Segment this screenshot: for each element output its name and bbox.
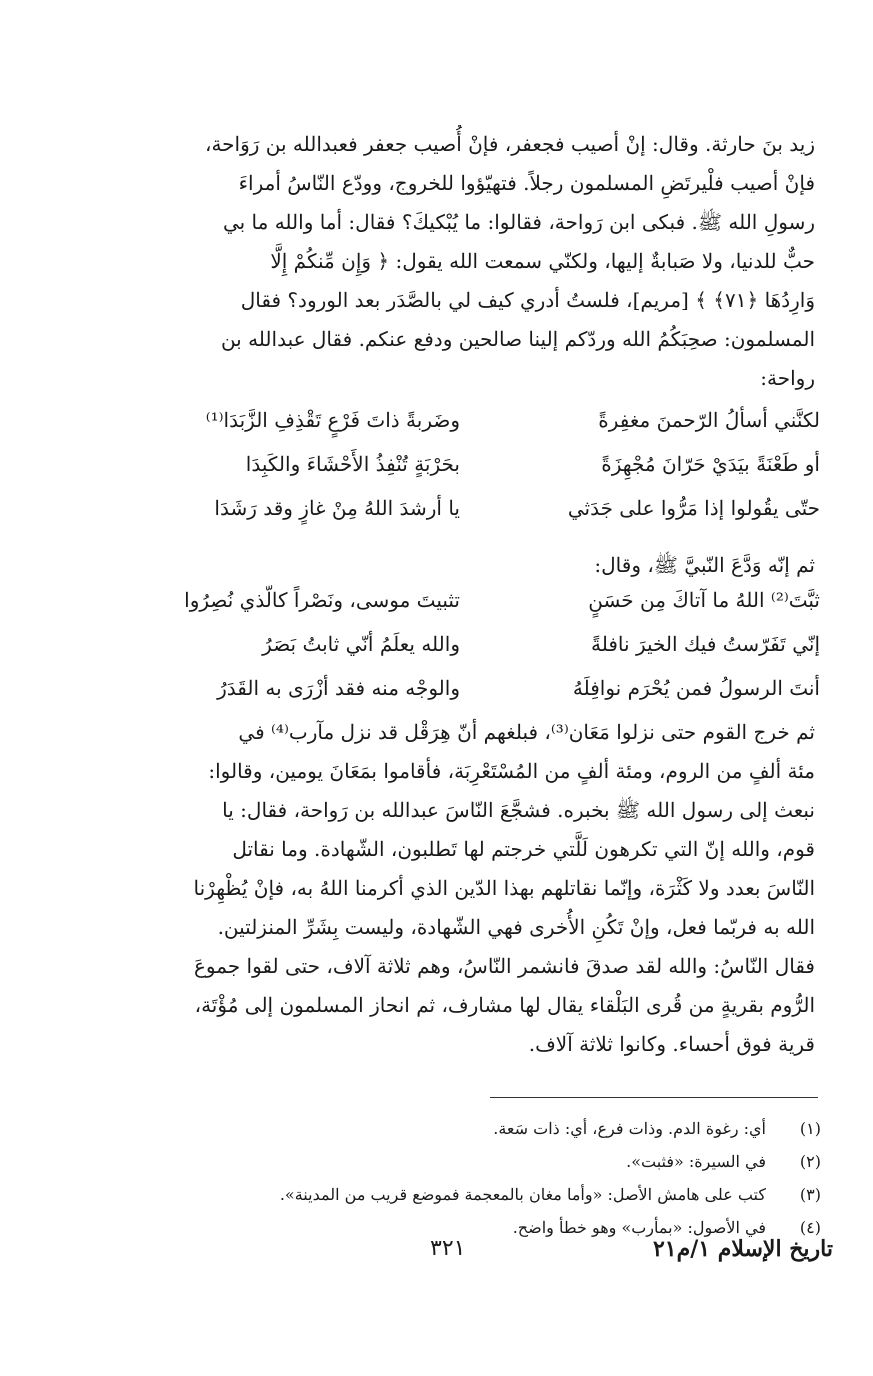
- verse-row: [100, 632, 820, 676]
- hemistich-second: وضَربةً ذاتَ فَرْعٍ تَقْذِفِ الزَّبَدَا⁽¹⁾: [205, 408, 460, 432]
- hemistich-second: يا أرشدَ اللهُ مِنْ غازٍ وقد رَشَدَا: [214, 496, 460, 520]
- footnote-number: (٢): [799, 1152, 821, 1171]
- text-line: رواحة:: [760, 366, 815, 390]
- hemistich-first: ثبَّتَ⁽²⁾ اللهُ ما آتاكَ مِن حَسَنٍ: [588, 588, 820, 612]
- footnote-text: كتب على هامش الأصل: «وأما مغان بالمعجمة فموضع قريب من المدينة».: [279, 1185, 766, 1204]
- text-line: رسولِ الله ﷺ. فبكى ابن رَواحة، فقالوا: ما يُبْكيكَ؟ فقال: أما والله ما بي: [222, 210, 815, 234]
- text-line: مئة ألفٍ من الروم، ومئة ألفٍ من المُسْتَعْرِبَة، فأقاموا بمَعَانَ يومين، وقالوا:: [208, 759, 815, 783]
- hemistich-first: إنّي تَفَرّستُ فيك الخيرَ نافلةً: [591, 632, 820, 656]
- footnote-divider: [490, 1097, 818, 1098]
- page-footer: [0, 1236, 873, 1276]
- text-line: نبعث إلى رسول الله ﷺ بخبره. فشجَّعَ النّاسَ عبدالله بن رَواحة، فقال: يا: [222, 798, 815, 822]
- verse-row: [100, 588, 820, 632]
- verse-row: [100, 452, 820, 496]
- page-number: ٣٢١: [430, 1236, 466, 1261]
- hemistich-first: أنتَ الرسولُ فمن يُحْرَم نوافِلَهُ: [572, 676, 820, 700]
- footnote-number: (٤): [799, 1218, 821, 1237]
- footnote-number: (١): [799, 1119, 821, 1138]
- hemistich-second: والوجْه منه فقد أزْرَى به القَدَرُ: [217, 676, 460, 700]
- poem-1: [100, 408, 820, 540]
- text-line: حبٌّ للدنيا، ولا صَبابةٌ إليها، ولكنّي سمعت الله يقول: ﴿ وَإِن مِّنكُمْ إِلَّا: [270, 249, 815, 273]
- hemistich-first: أو طَعْنَةً بيَدَيْ حَرّانَ مُجْهِزَةً: [601, 452, 820, 476]
- poem-2: [100, 588, 820, 720]
- hemistich-first: حتّى يقُولوا إذا مَرُّوا على جَدَثي: [567, 496, 820, 520]
- footnote-item: [201, 1178, 821, 1211]
- text-line: زيد بنَ حارثة. وقال: إنْ أصيب فجعفر، فإنْ أُصيب جعفر فعبدالله بن رَوَاحة،: [205, 132, 815, 156]
- footnotes: [201, 1112, 821, 1244]
- hemistich-second: بحَرْبَةٍ تُنْفِذُ الأَحْشَاءَ والكَبِدَا: [245, 452, 460, 476]
- text-line: الله به فربّما فعل، وإنْ تَكُنِ الأُخرى فهي الشّهادة، وليست بِشَرِّ المنزلتين.: [217, 915, 815, 939]
- text-line: وَارِدُهَا ﴿٧١﴾ ﴾ [مريم]، فلستُ أدري كيف لي بالصَّدَر بعد الورود؟ فقال: [240, 288, 815, 312]
- footnote-text: أي: رغوة الدم. وذات فرع، أي: ذات سَعة.: [493, 1119, 766, 1138]
- footnote-item: [201, 1145, 821, 1178]
- footnote-item: [201, 1112, 821, 1145]
- text-line: فقال النّاسُ: والله لقد صدقَ فانشمر النّاسُ، وهم ثلاثة آلاف، حتى لقوا جموعَ: [193, 954, 815, 978]
- text-line: المسلمون: صحِبَكُمُ الله وردّكم إلينا صالحين ودفع عنكم. فقال عبدالله بن: [220, 327, 815, 351]
- verse-row: [100, 496, 820, 540]
- text-line: قوم، والله إنّ التي تكرهون لَلَّتي خرجتم لها تَطلبون، الشّهادة. وما نقاتل: [232, 837, 815, 861]
- hemistich-first: لكنَّني أسألُ الرّحمنَ مغفِرةً: [598, 408, 820, 432]
- text-line: قرية فوق أحساء. وكانوا ثلاثة آلاف.: [528, 1032, 815, 1056]
- paragraph-2: [100, 713, 815, 1064]
- paragraph-1: [100, 125, 815, 398]
- hemistich-second: تثبيتَ موسى، ونَصْراً كالّذي نُصِرُوا: [184, 588, 460, 612]
- text-line: ثم خرج القوم حتى نزلوا مَعَان⁽³⁾، فبلغهم أنّ هِرَقْل قد نزل مآرب⁽⁴⁾ في: [238, 720, 815, 744]
- text-line: النّاسَ بعدد ولا كَثْرَة، وإنّما نقاتلهم بهذا الدّين الذي أكرمنا اللهُ به، فإنْ يُظْهِرْنا: [193, 876, 815, 900]
- footnote-text: في الأصول: «بمأرب» وهو خطأ واضح.: [512, 1218, 766, 1237]
- book-reference: تاريخ الإسلام ١/م٢١: [652, 1236, 833, 1262]
- text-line: فإنْ أصيب فلْيرتَضِ المسلمون رجلاً. فتهيّؤوا للخروج، وودّع النّاسُ أمراءَ: [238, 171, 815, 195]
- text-line: الرُّوم بقريةٍ من قُرى البَلْقاء يقال لها مشارف، ثم انحاز المسلمون إلى مُؤْتَة،: [194, 993, 815, 1017]
- hemistich-second: والله يعلَمُ أنّي ثابتُ بَصَرُ: [262, 632, 460, 656]
- footnote-text: في السيرة: «فثبت».: [626, 1152, 766, 1171]
- verse-row: [100, 408, 820, 452]
- verse-introduction: ثم إنّه وَدَّعَ النّبيَّ ﷺ، وقال:: [594, 553, 815, 577]
- footnote-number: (٣): [799, 1185, 821, 1204]
